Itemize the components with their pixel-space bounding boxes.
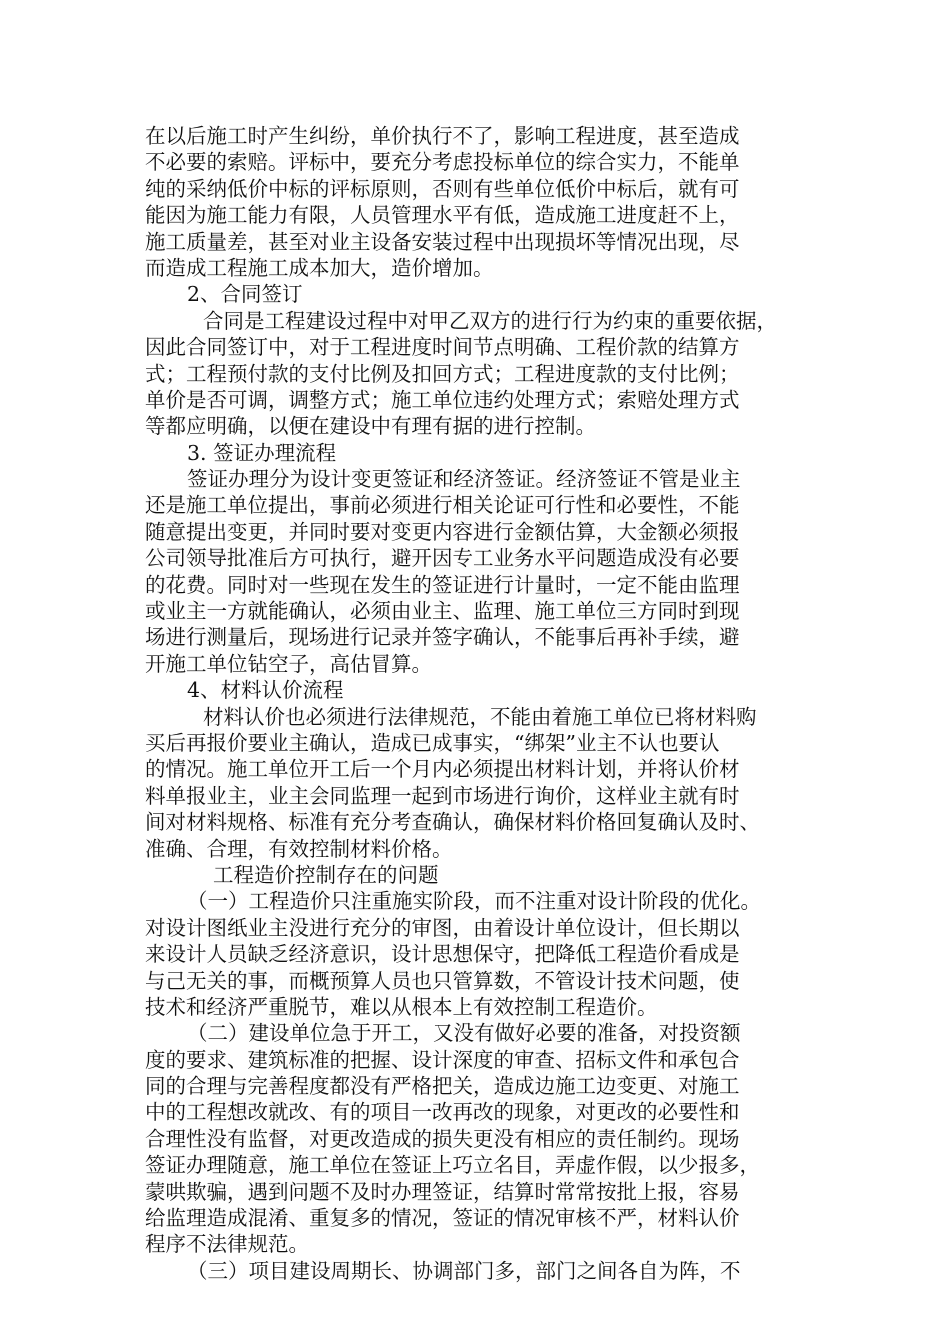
text-line: （二）建设单位急于开工，又没有做好必要的准备，对投资额 [187,1021,741,1046]
text-line: 在以后施工时产生纠纷，单价执行不了，影响工程进度，甚至造成 [145,124,740,148]
text-line: 的情况。施工单位开工后一个月内必须提出材料计划，并将认价材 [145,757,740,782]
text-line: 能因为施工能力有限，人员管理水平有低，造成施工进度赶不上， [145,203,740,228]
text-line: 等都应明确，以便在建设中有理有据的进行控制。 [145,414,596,439]
text-line: 对设计图纸业主没进行充分的审图，由着设计单位设计，但长期以 [145,915,740,940]
text-line: 还是施工单位提出，事前必须进行相关论证可行性和必要性，不能 [145,493,740,518]
text-line: 买后再报价要业主确认，造成已成事实，“绑架”业主不认也要认 [145,730,720,755]
text-line: 同的合理与完善程度都没有严格把关，造成边施工边变更、对施工 [145,1074,740,1099]
text-line: 而造成工程施工成本加大，造价增加。 [145,255,494,280]
document-body [145,123,815,1284]
text-line: 工程造价控制存在的问题 [213,862,439,887]
text-line: 给监理造成混淆、重复多的情况，签证的情况审核不严，材料认价 [145,1206,740,1231]
text-line: 来设计人员缺乏经济意识，设计思想保守，把降低工程造价看成是 [145,942,740,967]
text-line: 材料认价也必须进行法律规范，不能由着施工单位已将材料购 [203,704,757,729]
text-line: 签证办理分为设计变更签证和经济签证。经济签证不管是业主 [187,467,741,492]
text-line: 技术和经济严重脱节，难以从根本上有效控制工程造价。 [145,994,658,1019]
text-line: 开施工单位钻空子，高估冒算。 [145,651,432,676]
text-line: 准确、合理，有效控制材料价格。 [145,836,453,861]
text-line: 2、合同签订 [187,282,303,307]
text-line: 中的工程想改就改、有的项目一改再改的现象，对更改的必要性和 [145,1100,740,1125]
text-line: 合理性没有监督，对更改造成的损失更没有相应的责任制约。现场 [145,1126,740,1151]
text-line: 蒙哄欺骗，遇到问题不及时办理签证，结算时常常按批上报，容易 [145,1179,740,1204]
text-line: 间对材料规格、标准有充分考查确认，确保材料价格回复确认及时、 [145,810,760,835]
text-line: 与己无关的事，而概预算人员也只管算数，不管设计技术问题，使 [145,968,740,993]
text-line: 度的要求、建筑标准的把握、设计深度的审查、招标文件和承包合 [145,1047,740,1072]
text-line: （三）项目建设周期长、协调部门多，部门之间各自为阵，不 [187,1258,741,1283]
text-line: 因此合同签订中，对于工程进度时间节点明确、工程价款的结算方 [145,335,740,360]
text-line: 程序不法律规范。 [145,1232,309,1257]
text-line: 签证办理随意，施工单位在签证上巧立名目，弄虚作假，以少报多， [145,1153,760,1178]
text-line: 不必要的索赔。评标中，要充分考虑投标单位的综合实力，不能单 [145,150,740,175]
text-line: 场进行测量后，现场进行记录并签字确认，不能事后再补手续，避 [145,625,740,650]
text-line: 随意提出变更，并同时要对变更内容进行金额估算，大金额必须报 [145,519,740,544]
text-line: 公司领导批准后方可执行，避开因专工业务水平问题造成没有必要 [145,546,740,571]
text-line: 纯的采纳低价中标的评标原则，否则有些单位低价中标后，就有可 [145,176,740,201]
text-line: 料单报业主，业主会同监理一起到市场进行询价，这样业主就有时 [145,783,740,808]
text-line: 式；工程预付款的支付比例及扣回方式；工程进度款的支付比例； [145,361,740,386]
text-line: 或业主一方就能确认，必须由业主、监理、施工单位三方同时到现 [145,599,740,624]
text-line: 单价是否可调，调整方式；施工单位违约处理方式；索赔处理方式 [145,387,740,412]
text-line: 3. 签证办理流程 [187,440,337,465]
text-line: 施工质量差，甚至对业主设备安装过程中出现损坏等情况出现，尽 [145,229,740,254]
text-line: 4、材料认价流程 [187,678,344,703]
text-line: （一）工程造价只注重施实阶段，而不注重对设计阶段的优化。 [187,889,761,914]
text-line: 合同是工程建设过程中对甲乙双方的进行行为约束的重要依据， [203,308,777,333]
text-line: 的花费。同时对一些现在发生的签证进行计量时，一定不能由监理 [145,572,740,597]
